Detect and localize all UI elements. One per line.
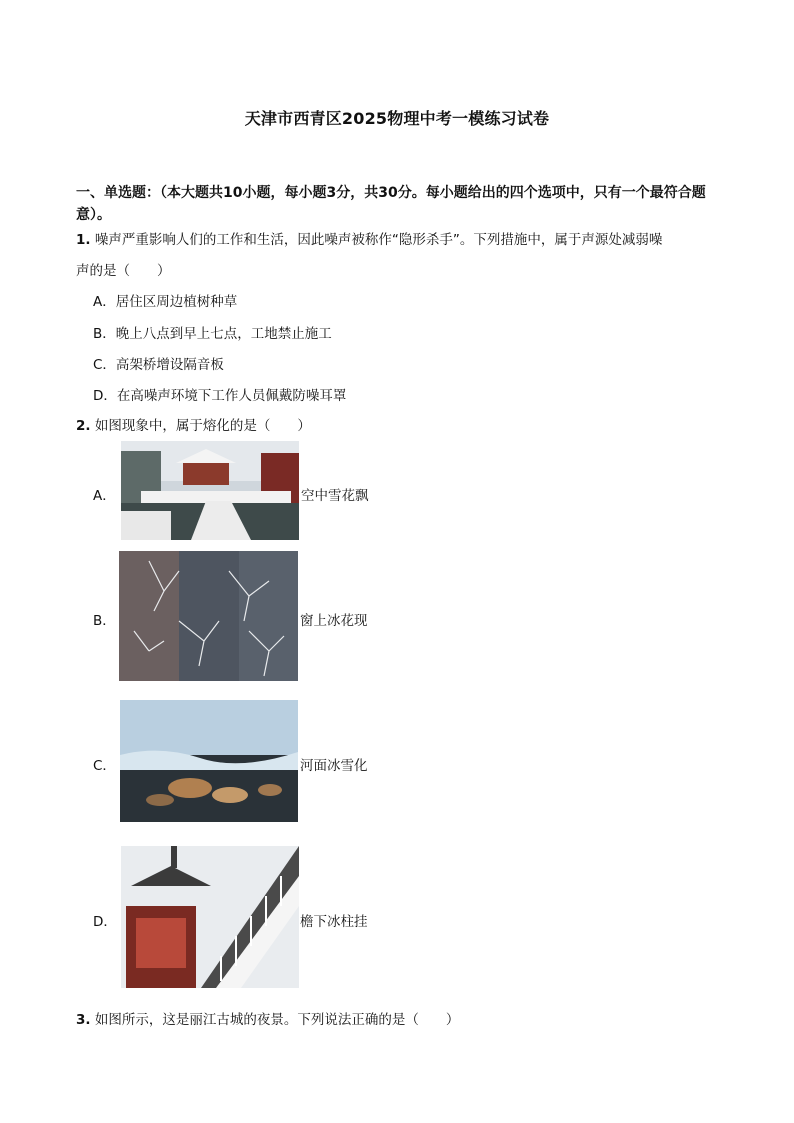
question-2-option-b-caption: 窗上冰花现 xyxy=(300,613,368,629)
question-2-option-d-caption: 檐下冰柱挂 xyxy=(300,914,368,930)
section-heading: 一、单选题：（本大题共10小题，每小题3分，共30分。每小题给出的四个选项中，只有一个最符合题意）。 xyxy=(76,185,706,223)
question-2-line xyxy=(76,414,311,434)
question-2-stem: 如图现象中，属于熔化的是（ ） xyxy=(94,418,311,434)
question-2-option-c-label: C． xyxy=(93,758,116,774)
question-3-line xyxy=(76,1008,459,1028)
question-2-option-a-label: A． xyxy=(93,488,116,504)
question-1-option-c: C．高架桥增设隔音板 xyxy=(93,357,224,373)
question-2-option-d-label: D． xyxy=(93,914,117,930)
question-2-option-c-caption: 河面冰雪化 xyxy=(300,758,368,774)
snowy-pavilion-image xyxy=(121,441,299,540)
question-3-number: 3. xyxy=(76,1012,91,1028)
question-1-number: 1. xyxy=(76,232,91,248)
question-1-option-a: A．居住区周边植树种草 xyxy=(93,294,238,310)
question-1-line-2: 声的是（ ） xyxy=(76,263,171,279)
question-2-number: 2. xyxy=(76,418,91,434)
question-3-stem: 如图所示，这是丽江古城的夜景。下列说法正确的是（ ） xyxy=(94,1012,460,1028)
question-2-option-b-label: B． xyxy=(93,613,116,629)
question-1-option-b: B．晚上八点到早上七点，工地禁止施工 xyxy=(93,326,332,342)
window-frost-image xyxy=(119,551,298,681)
exam-title: 天津市西青区2025物理中考一模练习试卷 xyxy=(244,109,550,128)
icicles-eaves-image xyxy=(121,846,299,988)
question-2-option-a-caption: 空中雪花飘 xyxy=(301,488,369,504)
question-1-stem: 噪声严重影响人们的工作和生活，因此噪声被称作“隐形杀手”。下列措施中，属于声源处减弱噪 xyxy=(94,232,663,248)
question-1-option-d: D．在高噪声环境下工作人员佩戴防噪耳罩 xyxy=(93,388,347,404)
question-1-line-1 xyxy=(76,228,662,248)
melting-ice-image xyxy=(120,700,298,822)
